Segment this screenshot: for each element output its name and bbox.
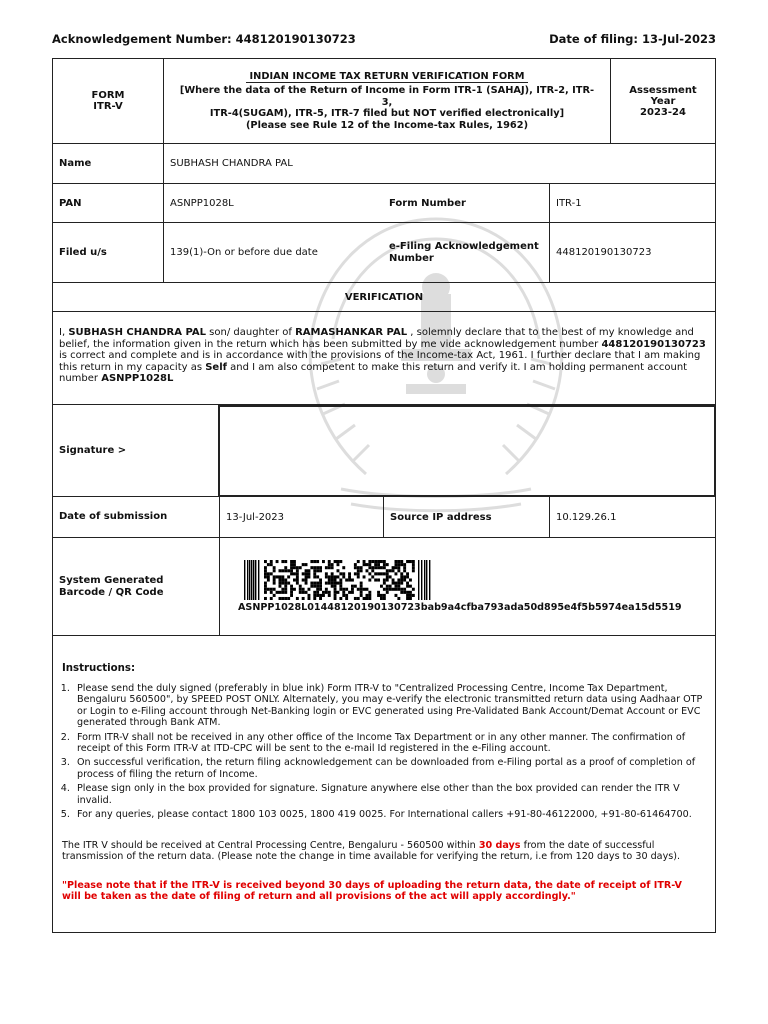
verif-text-4: is correct and complete and is in accordance with the provisions of the Income-tax Act, 1961. I further declare that I am making this return in my capacity as — [59, 350, 701, 373]
name-value: SUBHASH CHANDRA PAL — [163, 144, 715, 183]
source-ip-value: 10.129.26.1 — [549, 497, 715, 537]
efiling-ack-label: e-Filing Acknowledgement Number — [389, 241, 539, 264]
ack-label: Acknowledgement Number: — [52, 32, 232, 46]
verification-heading-row — [53, 283, 715, 312]
date-value: 13-Jul-2023 — [642, 32, 716, 46]
verification-text — [59, 327, 707, 385]
note-text-b: from the date of successful transmission of the return data. (Please note the change in time available for verifying the return, i.e from 120 days to 30 days). — [62, 840, 681, 863]
barcode-image — [244, 560, 432, 600]
form-title-cell — [163, 59, 610, 143]
instruction-item: 1. Please send the duly signed (preferably in blue ink) Form ITR-V to "Centralized Processing Centre, Income Tax Department, Bengaluru 560500", by SPEED POST ONLY. Alternately, you may e-verify the electronic transmitted return data using Aadhaar OTP or Login to e-Filing account through Net-Banking login or EVC generated using Pre-Validated Bank Account/Demat Account or EVC generated through Bank ATM. — [73, 683, 703, 729]
verif-text-5: and I am also competent to make this return and verify it. I am holding permanent account number — [59, 361, 688, 385]
form-name-cell — [53, 59, 163, 143]
form-title-row — [53, 59, 715, 144]
submission-date-value: 13-Jul-2023 — [219, 497, 383, 537]
receipt-note — [62, 840, 694, 863]
verif-text-3: , solemnly declare that to the best of my knowledge and belief, the information given in the return which has been submitted by me vide acknowledgement number — [59, 327, 694, 350]
submission-row — [53, 497, 715, 538]
instruction-item: 5. For any queries, please contact 1800 103 0025, 1800 419 0025. For International callers +91-80-46122000, +91-80-61464700. — [73, 809, 703, 820]
date-of-filing — [549, 32, 716, 46]
verif-father: RAMASHANKAR PAL — [295, 327, 408, 338]
verif-capacity: Self — [205, 361, 227, 373]
instruction-item: 4. Please sign only in the box provided for signature. Signature anywhere else other than the box provided can render the ITR V invalid. — [73, 783, 703, 806]
form-subtitle-3: ITR-4(SUGAM), ITR-5, ITR-7 filed but NOT verified electronically] — [209, 108, 565, 120]
form-code: ITR-V — [93, 101, 123, 112]
instructions-title: Instructions: — [62, 663, 136, 674]
itr-v-form — [52, 58, 716, 933]
verif-text-1: I, — [59, 327, 69, 338]
form-subtitle-2: 3, — [381, 96, 393, 108]
acknowledgement-number — [52, 32, 356, 46]
ay-label-2: Year — [650, 95, 676, 107]
barcode-label: System Generated Barcode / QR Code — [59, 575, 164, 598]
note-text-a: The ITR V should be received at Central Processing Centre, Bengaluru - 560500 within — [62, 840, 479, 851]
instruction-item: 2. Form ITR-V shall not be received in any other office of the Income Tax Department or in any other manner. The confirmation of receipt of this Form ITR-V at ITD-CPC will be sent to the e-mail Id registered in the e-Filing account. — [73, 732, 703, 755]
filed-label: Filed u/s — [59, 247, 107, 258]
submission-date-label: Date of submission — [59, 511, 168, 523]
signature-label: Signature > — [59, 445, 127, 456]
form-subtitle-4: (Please see Rule 12 of the Income-tax Rules, 1962) — [245, 119, 529, 131]
filed-value: 139(1)-On or before due date — [163, 223, 383, 282]
signature-box[interactable] — [218, 405, 716, 497]
pan-value: ASNPP1028L — [163, 184, 383, 222]
verification-heading: VERIFICATION — [344, 291, 424, 303]
form-number-label: Form Number — [389, 197, 466, 209]
form-label: FORM — [91, 90, 125, 101]
name-row — [53, 144, 715, 184]
efiling-ack-value: 448120190130723 — [549, 223, 715, 282]
late-receipt-warning: "Please note that if the ITR-V is received beyond 30 days of uploading the return data, the date of receipt of ITR-V will be taken as the date of filing of return and all provisions of the act will apply accordingly." — [62, 880, 682, 903]
instructions-list — [53, 683, 703, 823]
barcode-row — [53, 538, 715, 636]
barcode-text: ASNPP1028L01448120190130723bab9a4cfba793ada50d895e4f5b5974ea15d5519 — [238, 602, 682, 613]
pan-label: PAN — [59, 197, 82, 209]
form-title: INDIAN INCOME TAX RETURN VERIFICATION FORM — [246, 71, 529, 84]
instruction-item: 3. On successful verification, the return filing acknowledgement can be downloaded from e-Filing portal as a proof of completion of process of filing the return of Income. — [73, 757, 703, 780]
verif-text-2: son/ daughter of — [205, 327, 296, 338]
filed-row — [53, 223, 715, 283]
verif-ack: 448120190130723 — [601, 338, 706, 350]
ay-label: Assessment — [629, 84, 697, 96]
verif-pan: ASNPP1028L — [101, 373, 174, 385]
form-subtitle-1: [Where the data of the Return of Income in Form ITR-1 (SAHAJ), ITR-2, ITR- — [179, 85, 595, 97]
source-ip-label: Source IP address — [383, 497, 549, 537]
assessment-year-cell — [610, 59, 715, 143]
date-label: Date of filing: — [549, 32, 639, 46]
name-label: Name — [59, 158, 92, 169]
note-days: 30 days — [478, 840, 521, 851]
top-header — [52, 32, 716, 46]
ack-value: 448120190130723 — [235, 32, 356, 46]
ay-value: 2023-24 — [640, 106, 686, 118]
verif-name: SUBHASH CHANDRA PAL — [68, 327, 206, 338]
barcode-cell — [219, 538, 715, 635]
form-number-value: ITR-1 — [549, 184, 715, 222]
pan-row — [53, 184, 715, 223]
